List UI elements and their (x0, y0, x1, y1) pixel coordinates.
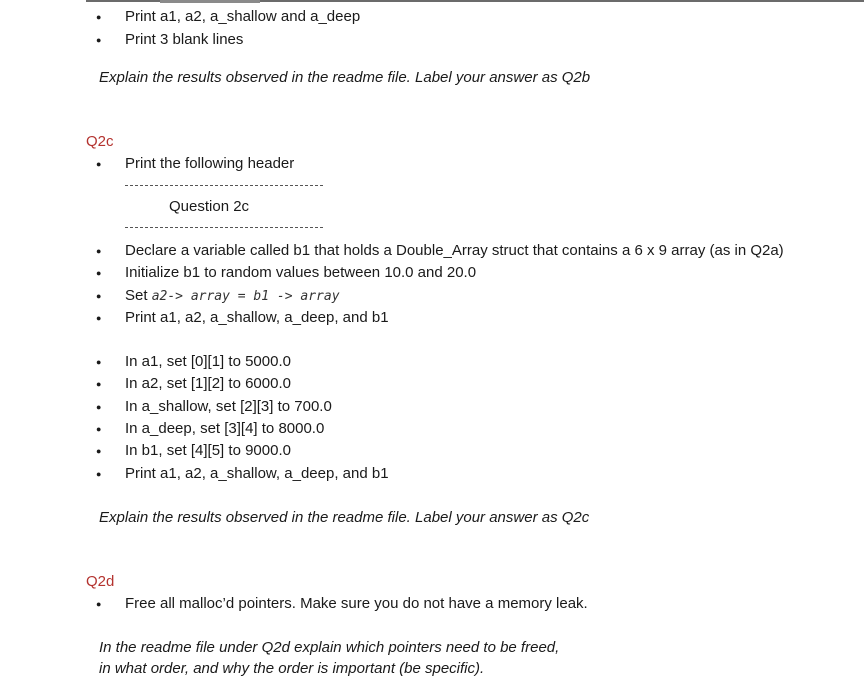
q2c-item-set-a-shallow: In a_shallow, set [2][3] to 700.0 (125, 398, 332, 415)
bullet: ● (96, 159, 102, 169)
set-prefix: Set (125, 287, 152, 304)
bullet: ● (96, 599, 102, 609)
set-code: a2-> array = b1 -> array (151, 289, 340, 304)
bullet: ● (96, 291, 102, 301)
q2d-heading: Q2d (86, 573, 115, 590)
q2c-item-set-a-deep: In a_deep, set [3][4] to 8000.0 (125, 420, 325, 437)
q2c-item-print-all-final: Print a1, a2, a_shallow, a_deep, and b1 (125, 465, 389, 482)
q2c-item-set-b1: In b1, set [4][5] to 9000.0 (125, 442, 291, 459)
header-dashed-rule-top (125, 185, 323, 186)
q2c-item-set-array (125, 286, 340, 307)
q2c-item-declare-b1: Declare a variable called b1 that holds a Double_Array struct that contains a 6 x 9 array (as in Q2a) (125, 242, 784, 259)
q2d-explain-line-2: in what order, and why the order is important (be specific). (99, 660, 485, 677)
q2b-item-print-arrays: Print a1, a2, a_shallow and a_deep (125, 8, 361, 25)
q2c-item-print-header: Print the following header (125, 155, 295, 172)
cut-off-text-fragment (160, 0, 260, 3)
q2c-item-set-a2: In a2, set [1][2] to 6000.0 (125, 375, 291, 392)
bullet: ● (96, 357, 102, 367)
bullet: ● (96, 469, 102, 479)
q2c-item-initialize-b1: Initialize b1 to random values between 10.0 and 20.0 (125, 264, 477, 281)
q2b-explain-instruction: Explain the results observed in the readme file. Label your answer as Q2b (99, 69, 591, 86)
bullet: ● (96, 446, 102, 456)
q2d-item-free-pointers: Free all malloc’d pointers. Make sure you do not have a memory leak. (125, 595, 588, 612)
q2c-item-set-a1: In a1, set [0][1] to 5000.0 (125, 353, 291, 370)
bullet: ● (96, 35, 102, 45)
bullet: ● (96, 12, 102, 22)
q2c-explain-instruction: Explain the results observed in the readme file. Label your answer as Q2c (99, 509, 590, 526)
bullet: ● (96, 402, 102, 412)
bullet: ● (96, 424, 102, 434)
header-question-2c: Question 2c (169, 198, 250, 215)
q2c-heading: Q2c (86, 133, 114, 150)
bullet: ● (96, 313, 102, 323)
q2d-explain-line-1: In the readme file under Q2d explain which pointers need to be freed, (99, 639, 560, 656)
bullet: ● (96, 246, 102, 256)
header-dashed-rule-bottom (125, 227, 323, 228)
bullet: ● (96, 379, 102, 389)
q2b-item-blank-lines: Print 3 blank lines (125, 31, 244, 48)
q2c-item-print-all: Print a1, a2, a_shallow, a_deep, and b1 (125, 309, 389, 326)
bullet: ● (96, 268, 102, 278)
